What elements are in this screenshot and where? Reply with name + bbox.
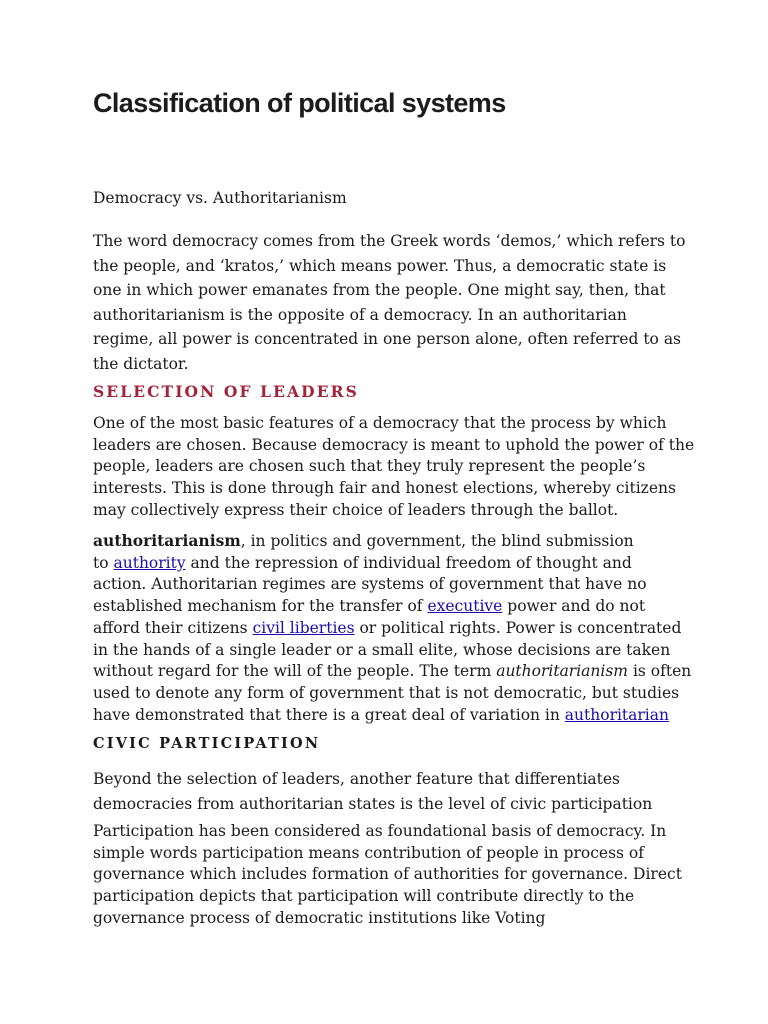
section-subtitle: Democracy vs. Authoritarianism [93, 189, 347, 207]
text-line [93, 705, 693, 727]
text-line: regime, all power is concentrated in one person alone, often referred to as [93, 330, 682, 349]
text-line: governance process of democratic institutions like Voting [93, 908, 546, 927]
civic-paragraph [93, 767, 683, 816]
text-line: one in which power emanates from the people. One might say, then, that [93, 281, 666, 300]
text-line: action. Authoritarian regimes are systems of government that have no [93, 575, 647, 594]
authority-link[interactable]: authority [113, 553, 186, 572]
executive-link[interactable]: executive [427, 597, 503, 616]
text-line: simple words participation means contribution of people in process of [93, 843, 644, 862]
text-fragment: , in politics and government, the blind submission [240, 532, 634, 550]
text-fragment: or political rights. Power is concentrated [354, 618, 682, 637]
text-fragment: to [93, 553, 114, 572]
text-line: interests. This is done through fair and honest elections, whereby citizens [93, 479, 676, 498]
text-line: governance which includes formation of authorities for governance. Direct [93, 865, 682, 884]
text-line: participation depicts that participation will contribute directly to the [93, 887, 635, 906]
text-line: Beyond the selection of leaders, another feature that differentiates [93, 770, 621, 788]
text-line: The word democracy comes from the Greek words ‘demos,’ which refers to [93, 232, 686, 250]
text-line: used to denote any form of government that is not democratic, but studies [93, 683, 680, 702]
selection-of-leaders-heading: SELECTION OF LEADERS [93, 382, 359, 401]
text-line [93, 553, 693, 575]
text-line: democracies from authoritarian states is the level of civic participation [93, 794, 653, 813]
text-line: authoritarianism is the opposite of a democracy. In an authoritarian [93, 305, 627, 324]
text-fragment: have demonstrated that there is a great deal of variation in [93, 705, 565, 724]
text-fragment: is often [628, 662, 692, 681]
text-line: Participation has been considered as foundational basis of democracy. In [93, 822, 667, 840]
text-line [93, 596, 693, 618]
text-line [93, 618, 693, 640]
text-line: the dictator. [93, 354, 189, 373]
authoritarianism-term: authoritarianism [93, 531, 241, 550]
text-fragment: without regard for the will of the people. The term [93, 662, 497, 681]
text-line [93, 661, 693, 683]
intro-paragraph [93, 229, 686, 377]
text-line [93, 530, 693, 553]
civil-liberties-link[interactable]: civil liberties [252, 618, 355, 637]
selection-paragraph [93, 413, 693, 522]
authoritarianism-paragraph [93, 530, 693, 726]
text-line: leaders are chosen. Because democracy is meant to uphold the power of the [93, 435, 695, 454]
text-line: in the hands of a single leader or a small elite, whose decisions are taken [93, 640, 671, 659]
text-fragment: afford their citizens [93, 618, 253, 637]
authoritarianism-italic-term: authoritarianism [496, 662, 629, 681]
text-line: One of the most basic features of a democracy that the process by which [93, 414, 667, 432]
civic-participation-heading: CIVIC PARTICIPATION [93, 735, 321, 752]
text-fragment: power and do not [502, 597, 646, 616]
text-line: may collectively express their choice of leaders through the ballot. [93, 500, 619, 519]
page-title: Classification of political systems [93, 88, 506, 118]
authoritarian-link[interactable]: authoritarian [564, 705, 669, 724]
text-fragment: and the repression of individual freedom of thought and [185, 553, 632, 572]
text-fragment: established mechanism for the transfer of [93, 597, 428, 616]
participation-paragraph [93, 821, 693, 930]
text-line: the people, and ‘kratos,’ which means power. Thus, a democratic state is [93, 256, 667, 275]
text-line: people, leaders are chosen such that they truly represent the people’s [93, 457, 646, 476]
